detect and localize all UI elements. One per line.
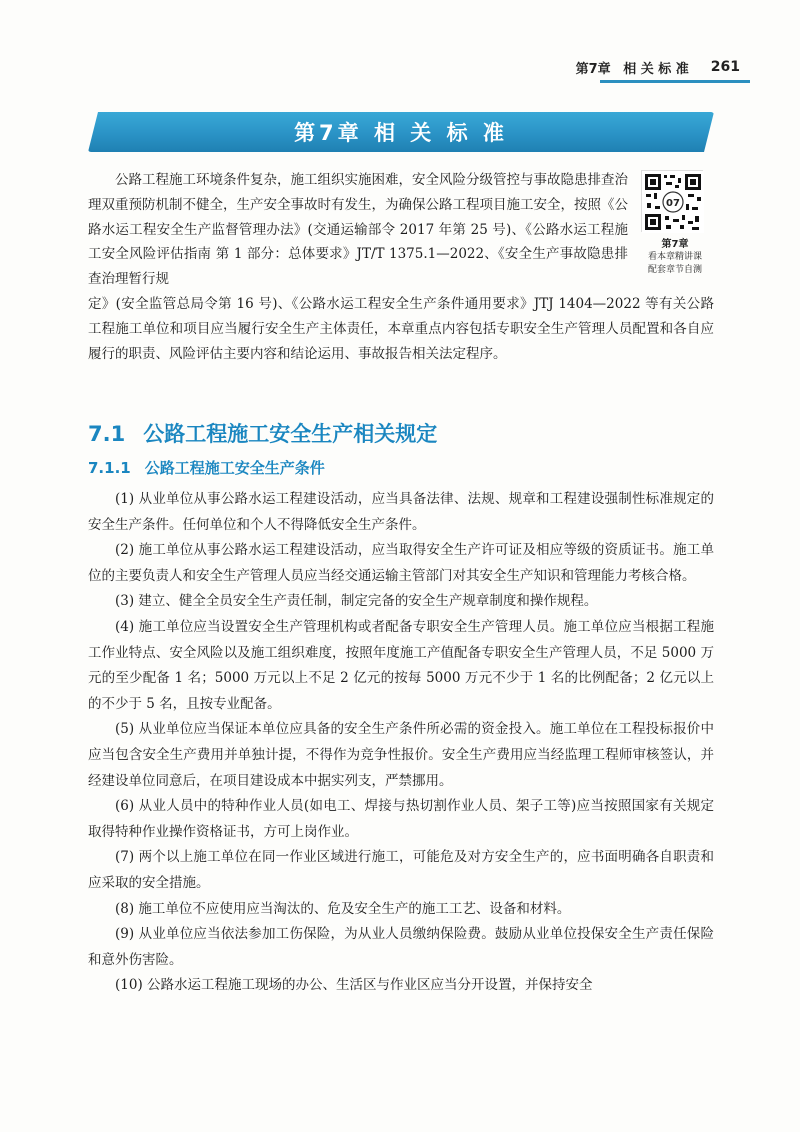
running-header-chapter-label: 第7章: [575, 61, 611, 77]
qr-caption-line3: 配套章节自测: [647, 265, 702, 275]
intro-paragraph-continued: 定》(安全监管总局令第 16 号)、《公路水运工程安全生产条件通用要求》JTJ 1404—2022 等有关公路工程施工单位和项目应当履行安全生产主体责任，本章重点内容包括专职安全生产管理人员配置和各自应履行的职责、风险评估主要内容和结论运用、事故报告相关法定程序。: [88, 296, 714, 362]
section-heading: [88, 418, 437, 448]
body-paragraph: (3) 建立、健全全员安全生产责任制，制定完备的安全生产规章制度和操作规程。: [115, 593, 598, 610]
running-header-chapter-title: 相 关 标 准: [623, 61, 689, 77]
running-header: [490, 56, 740, 78]
subsection-title: 公路工程施工安全生产条件: [144, 459, 325, 477]
body-paragraph: (2) 施工单位从事公路水运工程建设活动，应当取得安全生产许可证及相应等级的资质证书。施工单位的主要负责人和安全生产管理人员应当经交通运输主管部门对其安全生产知识和管理能力考核合格。: [88, 542, 714, 584]
qr-code[interactable]: [641, 170, 703, 232]
subsection-heading: [88, 457, 325, 478]
body-paragraph: (10) 公路水运工程施工现场的办公、生活区与作业区应当分开设置，并保持安全: [115, 977, 593, 994]
intro-paragraph: 公路工程施工环境条件复杂，施工组织实施困难，安全风险分级管控与事故隐患排查治理双重预防机制不健全，生产安全事故时有发生，为确保公路工程项目施工安全，按照《公路水运工程安全生产监督管理办法》(交通运输部令 2017 年第 25 号)、《公路水运工程施工安全风险评估指南 第 1 部分：总体要求》JT/T 1375.1—2022、《安全生产事故隐患排查治理暂行规: [88, 172, 628, 288]
qr-badge: 07: [666, 198, 680, 209]
body-paragraph: (4) 施工单位应当设置安全生产管理机构或者配备专职安全生产管理人员。施工单位应当根据工程施工作业特点、安全风险以及施工组织难度，按照年度施工产值配备专职安全生产管理人员，不足 5000 万元的至少配备 1 名；5000 万元以上不足 2 亿元的按每 5000 万元不少于 1 名的比例配备；2 亿元以上的不少于 5 名，且按专业配备。: [88, 618, 714, 712]
body-paragraph: (9) 从业单位应当依法参加工伤保险，为从业人员缴纳保险费。鼓励从业单位投保安全生产责任保险和意外伤害险。: [88, 926, 714, 968]
section-number: 7.1: [88, 422, 126, 446]
qr-code-graphic: [642, 171, 704, 233]
body-paragraph: (6) 从业人员中的特种作业人员(如电工、焊接与热切割作业人员、架子工等)应当按照国家有关规定取得特种作业操作资格证书，方可上岗作业。: [88, 798, 714, 840]
body-paragraph: (8) 施工单位不应使用应当淘汰的、危及安全生产的施工工艺、设备和材料。: [115, 900, 571, 917]
body-paragraph: (1) 从业单位从事公路水运工程建设活动，应当具备法律、法规、规章和工程建设强制性标准规定的安全生产条件。任何单位和个人不得降低安全生产条件。: [88, 491, 714, 533]
header-rule: [600, 80, 750, 83]
section-title: 公路工程施工安全生产相关规定: [143, 422, 438, 446]
qr-caption-line1: 第7章: [661, 239, 689, 250]
page-number: 261: [710, 59, 740, 75]
body-paragraphs: [88, 487, 714, 999]
running-header-chapter: [576, 58, 689, 77]
subsection-number: 7.1.1: [88, 459, 131, 477]
qr-caption-line2: 看本章精讲课: [647, 252, 702, 262]
qr-caption: [628, 238, 722, 277]
body-paragraph: (7) 两个以上施工单位在同一作业区域进行施工，可能危及对方安全生产的，应书面明确各自职责和应采取的安全措施。: [88, 849, 714, 891]
chapter-title: 第7章 相 关 标 准: [294, 121, 508, 145]
body-paragraph: (5) 从业单位应当保证本单位应具备的安全生产条件所必需的资金投入。施工单位在工程投标报价中应当包含安全生产费用并单独计提，不得作为竞争性报价。安全生产费用应当经监理工程师审核签认，并经建设单位同意后，在项目建设成本中据实列支，严禁挪用。: [88, 721, 714, 789]
